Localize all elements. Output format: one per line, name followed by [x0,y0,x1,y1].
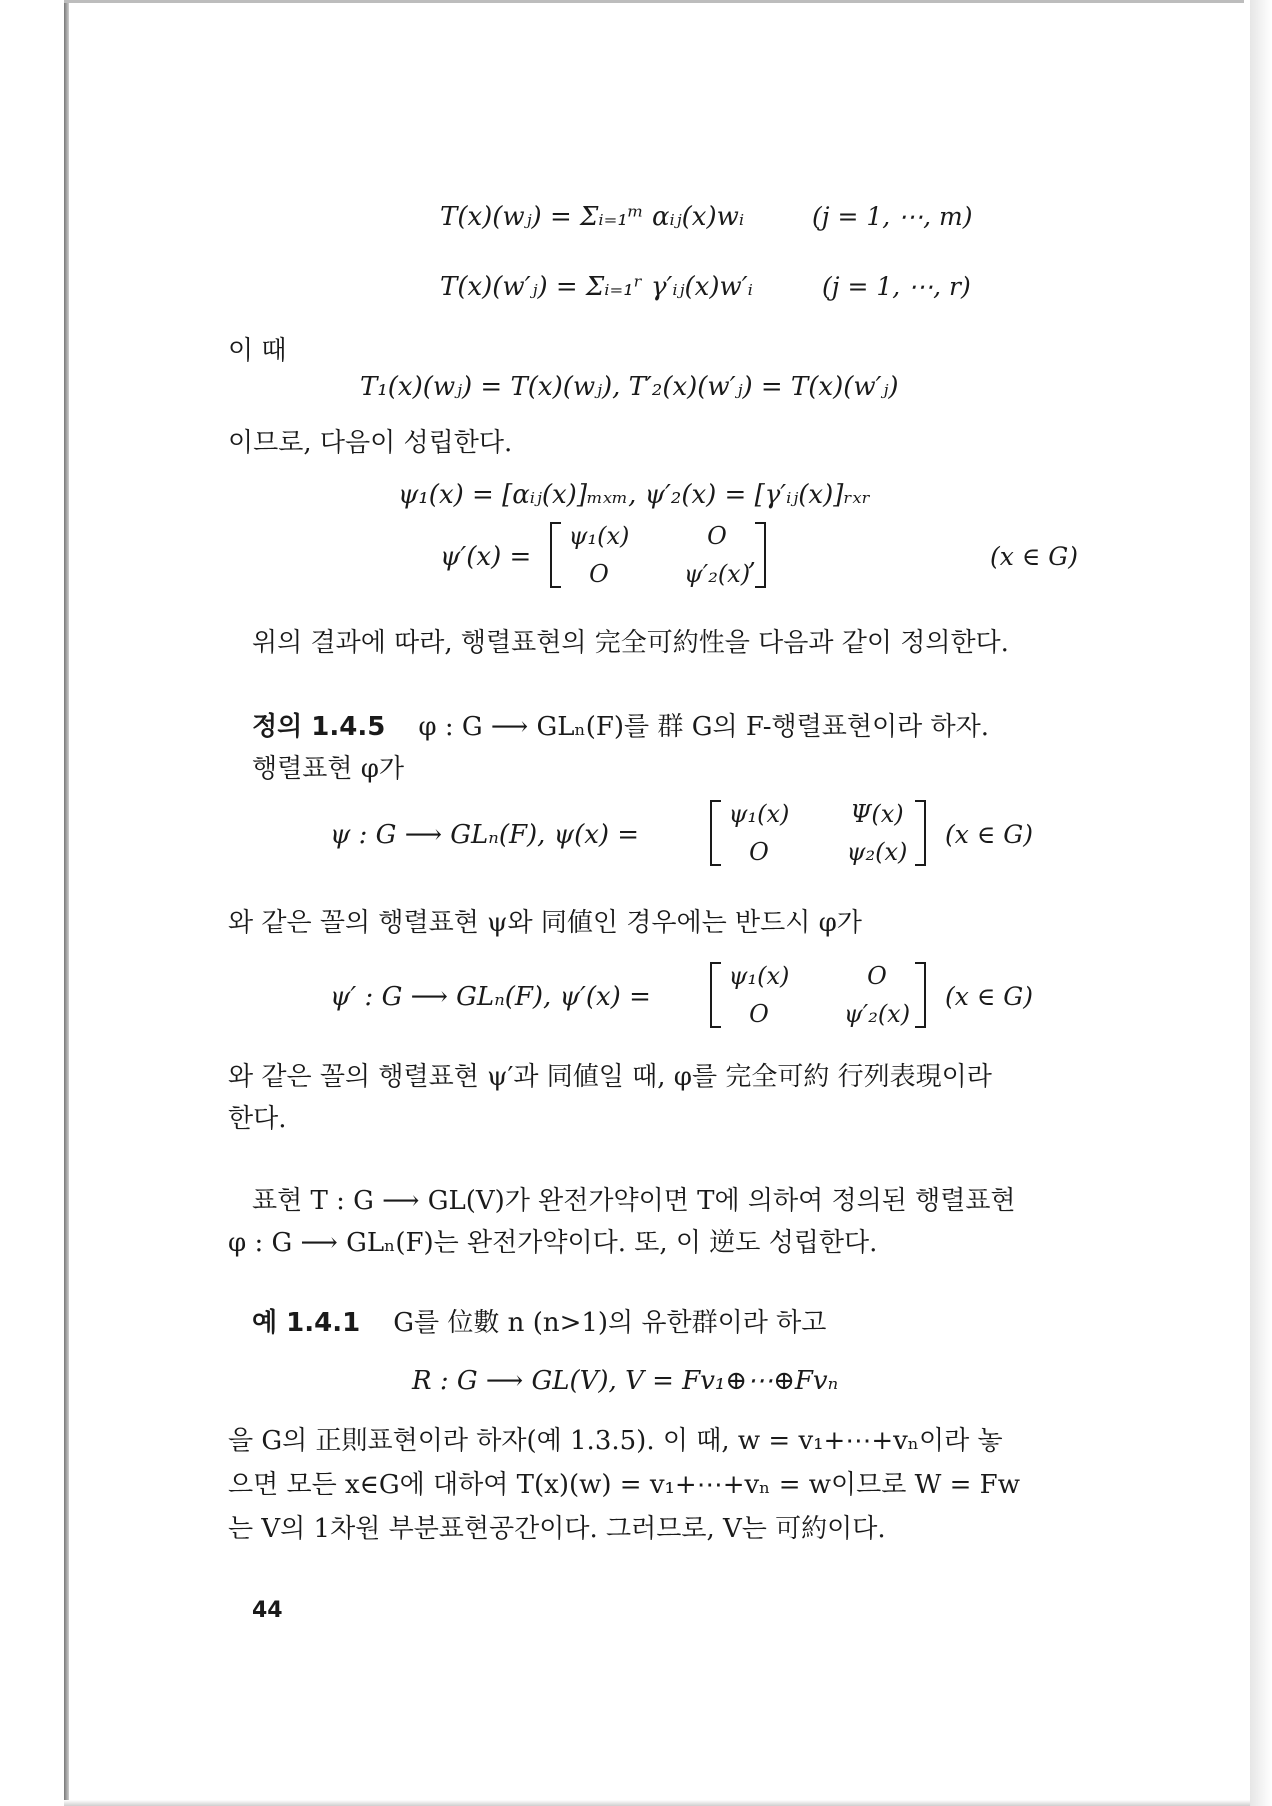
example-line-4: 는 V의 1차원 부분표현공간이다. 그러므로, V는 可約이다. [228,1514,886,1544]
equation-3: T₁(x)(wⱼ) = T(x)(wⱼ), T′₂(x)(w′ⱼ) = T(x)(w′ⱼ) [360,372,899,402]
definition-equation-1-condition: (x ∈ G) [945,820,1033,849]
equation-1-condition: (j = 1, ⋯, m) [812,202,973,231]
definition-line-1 [252,710,989,744]
definition-equation-1-matrix [710,800,926,866]
equation-4: ψ₁(x) = [αᵢⱼ(x)]ₘₓₘ, ψ′₂(x) = [γ′ᵢⱼ(x)]ᵣₓᵣ [398,480,871,510]
definition-equation-2-lhs: ψ′ : G ⟶ GLₙ(F), ψ′(x) = [330,982,651,1012]
example-line-3: 으면 모든 x∈G에 대하여 T(x)(w) = v₁+⋯+vₙ = w이므로 W = Fw [228,1470,1020,1500]
matrix-cell: ψ₂(x) [846,838,908,866]
matrix-cell: Ψ(x) [850,800,904,828]
matrix-cell: ψ₁(x) [568,522,630,550]
equation-5-matrix [550,522,766,588]
definition-line-3: 와 같은 꼴의 행렬표현 ψ와 同値인 경우에는 반드시 φ가 [228,908,862,938]
matrix-cell: O [749,838,769,866]
definition-line-4: 와 같은 꼴의 행렬표현 ψ′과 同値일 때, φ를 完全可約 行列表現이라 [228,1062,992,1092]
definition-equation-2-condition: (x ∈ G) [945,982,1033,1011]
equation-2-condition: (j = 1, ⋯, r) [822,272,971,301]
definition-label: 정의 1.4.5 [252,712,386,742]
equation-2: T(x)(w′ⱼ) = Σᵢ₌₁ʳ γ′ᵢⱼ(x)w′ᵢ [440,272,753,302]
text-imeuro: 이므로, 다음이 성립한다. [228,428,513,458]
matrix-cell: O [867,962,887,990]
definition-line-2: 행렬표현 φ가 [252,754,405,784]
example-equation: R : G ⟶ GL(V), V = Fv₁⊕⋯⊕Fvₙ [412,1366,839,1396]
page-number: 44 [252,1598,283,1623]
example-text-1: G를 位數 n (n>1)의 유한群이라 하고 [393,1308,827,1338]
example-line-1 [252,1306,826,1340]
matrix-cell: O [589,560,609,588]
matrix-cell: O [707,522,727,550]
definition-equation-2-matrix [710,962,926,1028]
matrix-cell: ψ′₂(x) [683,560,751,588]
equation-5-lhs: ψ′(x) = [440,542,532,572]
definition-equation-1-lhs: ψ : G ⟶ GLₙ(F), ψ(x) = [330,820,640,850]
matrix-cell: ψ₁(x) [728,962,790,990]
example-label: 예 1.4.1 [252,1308,361,1338]
equation-5-comma: , [748,542,757,572]
matrix-cell: ψ₁(x) [728,800,790,828]
paragraph-2-line-1: 표현 T : G ⟶ GL(V)가 완전가약이면 T에 의하여 정의된 행렬표현 [252,1186,1016,1216]
text-ittae: 이 때 [228,336,287,366]
paragraph-1: 위의 결과에 따라, 행렬표현의 完全可約性을 다음과 같이 정의한다. [252,628,1009,658]
equation-1: T(x)(wⱼ) = Σᵢ₌₁ᵐ αᵢⱼ(x)wᵢ [440,202,745,232]
example-line-2: 을 G의 正則표현이라 하자(예 1.3.5). 이 때, w = v₁+⋯+vₙ이라 놓 [228,1426,1003,1456]
matrix-cell: O [749,1000,769,1028]
definition-line-5: 한다. [228,1104,287,1134]
matrix-cell: ψ′₂(x) [843,1000,911,1028]
paragraph-2-line-2: φ : G ⟶ GLₙ(F)는 완전가약이다. 또, 이 逆도 성립한다. [228,1228,878,1258]
equation-5-condition: (x ∈ G) [990,542,1078,571]
definition-text-1: φ : G ⟶ GLₙ(F)를 群 G의 F-행렬표현이라 하자. [418,712,989,742]
